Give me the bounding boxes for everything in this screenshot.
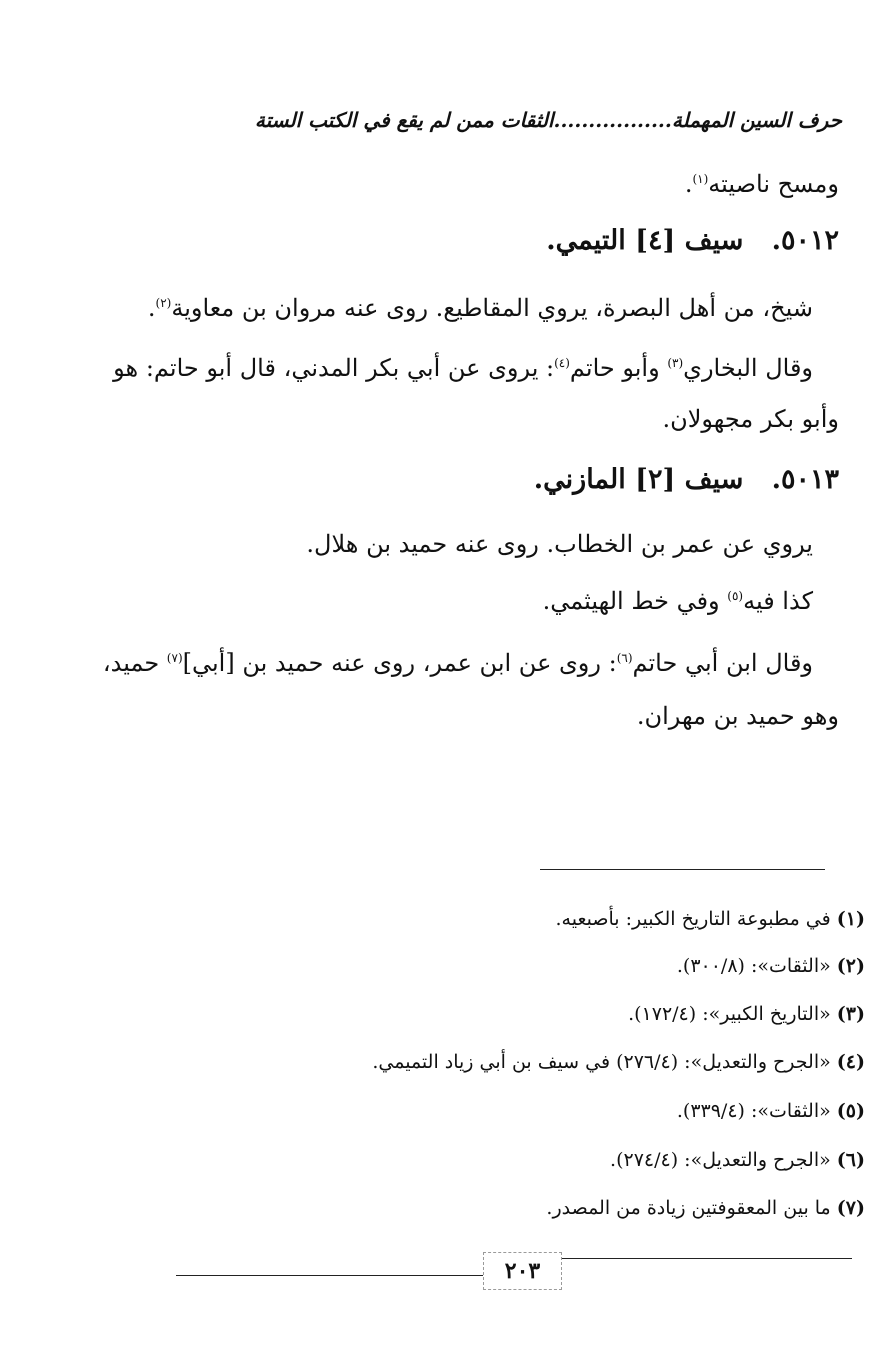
entry-title: سيف [٢] المازني. (533, 464, 744, 495)
footnote-number: (٢) (836, 955, 865, 977)
body-text: . (147, 294, 156, 322)
footnote-ref[interactable]: (٤) (554, 356, 570, 370)
footnote-ref[interactable]: (٢) (155, 296, 172, 310)
body-line-7 (103, 647, 813, 679)
footnote-ref[interactable]: (٦) (616, 651, 633, 665)
footnote-text: «الثقات»: (٣٠٠/٨). (676, 955, 837, 977)
footnote-number: (١) (836, 908, 865, 930)
footnote-text: «الجرح والتعديل»: (٢٧٦/٤) في سيف بن أبي زياد التميمي. (372, 1051, 837, 1073)
page-number: ٢٠٣ (504, 1258, 541, 1284)
body-text: : روى عن ابن عمر، روى عنه حميد بن [أبي] (182, 649, 617, 677)
footnote-1 (556, 906, 865, 932)
body-text: شيخ، من أهل البصرة، يروي المقاطيع. روى عنه مروان بن معاوية (171, 294, 813, 322)
body-text: : يروى عن أبي بكر المدني، قال أبو حاتم: هو (113, 354, 555, 382)
folio-rule-right (562, 1258, 852, 1259)
entry-heading-5012 (546, 223, 839, 259)
footnote-3 (628, 1001, 865, 1027)
footnote-text: «التاريخ الكبير»: (١٧٢/٤). (628, 1003, 837, 1025)
body-line-1 (685, 168, 839, 200)
footnote-ref[interactable]: (٣) (667, 356, 684, 370)
body-line-4 (662, 403, 839, 435)
footnote-7 (546, 1195, 865, 1221)
footnote-number: (٦) (836, 1149, 865, 1171)
body-text: . (684, 170, 693, 198)
body-text: وأبو بكر مجهولان. (662, 405, 839, 433)
body-line-2 (148, 292, 813, 324)
body-text: وقال ابن أبي حاتم (632, 649, 813, 677)
footnote-text: في مطبوعة التاريخ الكبير: بأصبعيه. (555, 908, 837, 930)
footnote-6 (610, 1147, 865, 1173)
entry-number: ٥٠١٣. (771, 464, 839, 495)
footnote-ref[interactable]: (٥) (727, 589, 744, 603)
entry-heading-5013 (534, 462, 839, 498)
body-text: وقال البخاري (683, 354, 813, 382)
folio-rule-left (176, 1275, 483, 1276)
body-text: كذا فيه (743, 587, 813, 615)
body-line-3 (113, 352, 813, 384)
footnote-separator (540, 869, 825, 870)
footnote-text: «الثقات»: (٣٣٩/٤). (676, 1100, 837, 1122)
body-text: حميد، (102, 649, 167, 677)
entry-title: سيف [٤] التيمي. (546, 225, 744, 256)
footnote-5 (677, 1098, 865, 1124)
body-text: وفي خط الهيثمي. (542, 587, 728, 615)
footnote-text: ما بين المعقوفتين زيادة من المصدر. (546, 1197, 837, 1219)
footnote-number: (٧) (836, 1197, 865, 1219)
footnote-4 (372, 1049, 865, 1075)
body-line-5 (306, 528, 813, 560)
footnote-number: (٥) (836, 1100, 865, 1122)
body-text: وأبو حاتم (569, 354, 668, 382)
running-header: حرف السين المهملة.................الثقات ممن لم يقع في الكتب الستة (254, 108, 842, 132)
body-line-6 (543, 585, 813, 617)
footnote-text: «الجرح والتعديل»: (٢٧٤/٤). (610, 1149, 837, 1171)
footnote-ref[interactable]: (٧) (166, 651, 183, 665)
body-text: يروي عن عمر بن الخطاب. روى عنه حميد بن هلال. (306, 530, 813, 558)
entry-number: ٥٠١٢. (771, 225, 839, 256)
footnote-number: (٤) (836, 1051, 865, 1073)
body-line-8 (637, 700, 839, 732)
footnote-ref[interactable]: (١) (692, 172, 709, 186)
footnote-2 (677, 953, 865, 979)
footnote-number: (٣) (836, 1003, 865, 1025)
body-text: ومسح ناصيته (708, 170, 839, 198)
body-text: وهو حميد بن مهران. (636, 702, 839, 730)
